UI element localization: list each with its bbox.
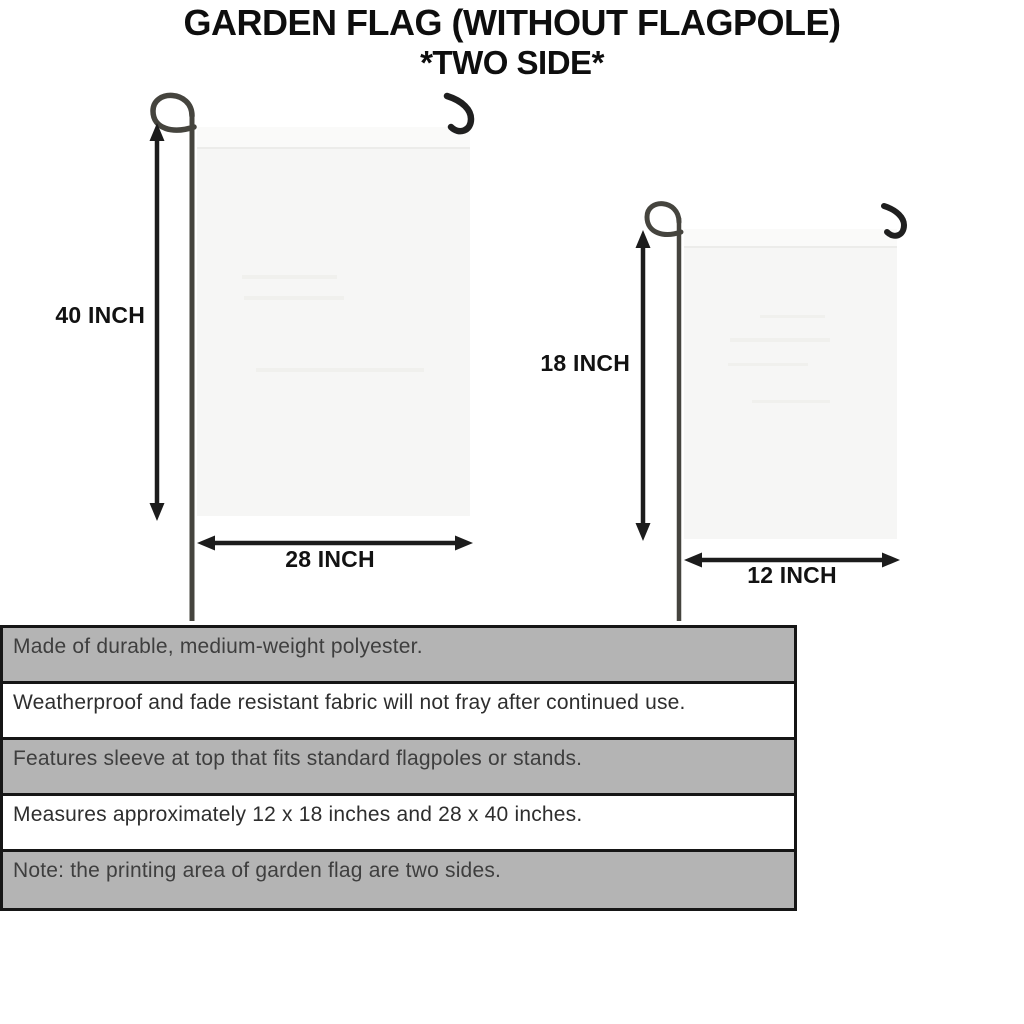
small-flag-height-label: 18 INCH bbox=[540, 350, 630, 376]
large-flag-width-label: 28 INCH bbox=[285, 546, 375, 572]
large-flag-height-label: 40 INCH bbox=[55, 302, 145, 328]
large-flag-height-arrow bbox=[150, 123, 165, 521]
small-flag-canvas bbox=[684, 229, 897, 539]
small-flagpole-loop-icon bbox=[647, 204, 681, 235]
large-flag-sleeve bbox=[197, 127, 470, 148]
feature-row-measurements: Measures approximately 12 x 18 inches and 28 x 40 inches. bbox=[3, 796, 794, 852]
feature-row-material: Made of durable, medium-weight polyester. bbox=[3, 628, 794, 684]
small-flag-width-label: 12 INCH bbox=[747, 562, 837, 588]
feature-row-sleeve: Features sleeve at top that fits standard flagpoles or stands. bbox=[3, 740, 794, 796]
small-flag-group bbox=[636, 204, 905, 621]
large-flag-hook-icon bbox=[447, 96, 471, 131]
feature-row-note: Note: the printing area of garden flag are two sides. bbox=[3, 852, 794, 908]
page-subtitle: *TWO SIDE* bbox=[420, 44, 604, 81]
small-flag-sleeve bbox=[684, 229, 897, 247]
product-feature-table bbox=[0, 625, 797, 911]
large-flag-canvas bbox=[197, 127, 470, 516]
page-title: GARDEN FLAG (WITHOUT FLAGPOLE) bbox=[183, 2, 841, 43]
large-flagpole-loop-icon bbox=[153, 95, 194, 130]
large-flag-group bbox=[150, 95, 474, 621]
feature-row-weatherproof: Weatherproof and fade resistant fabric will not fray after continued use. bbox=[3, 684, 794, 740]
small-flag-height-arrow bbox=[636, 230, 651, 541]
